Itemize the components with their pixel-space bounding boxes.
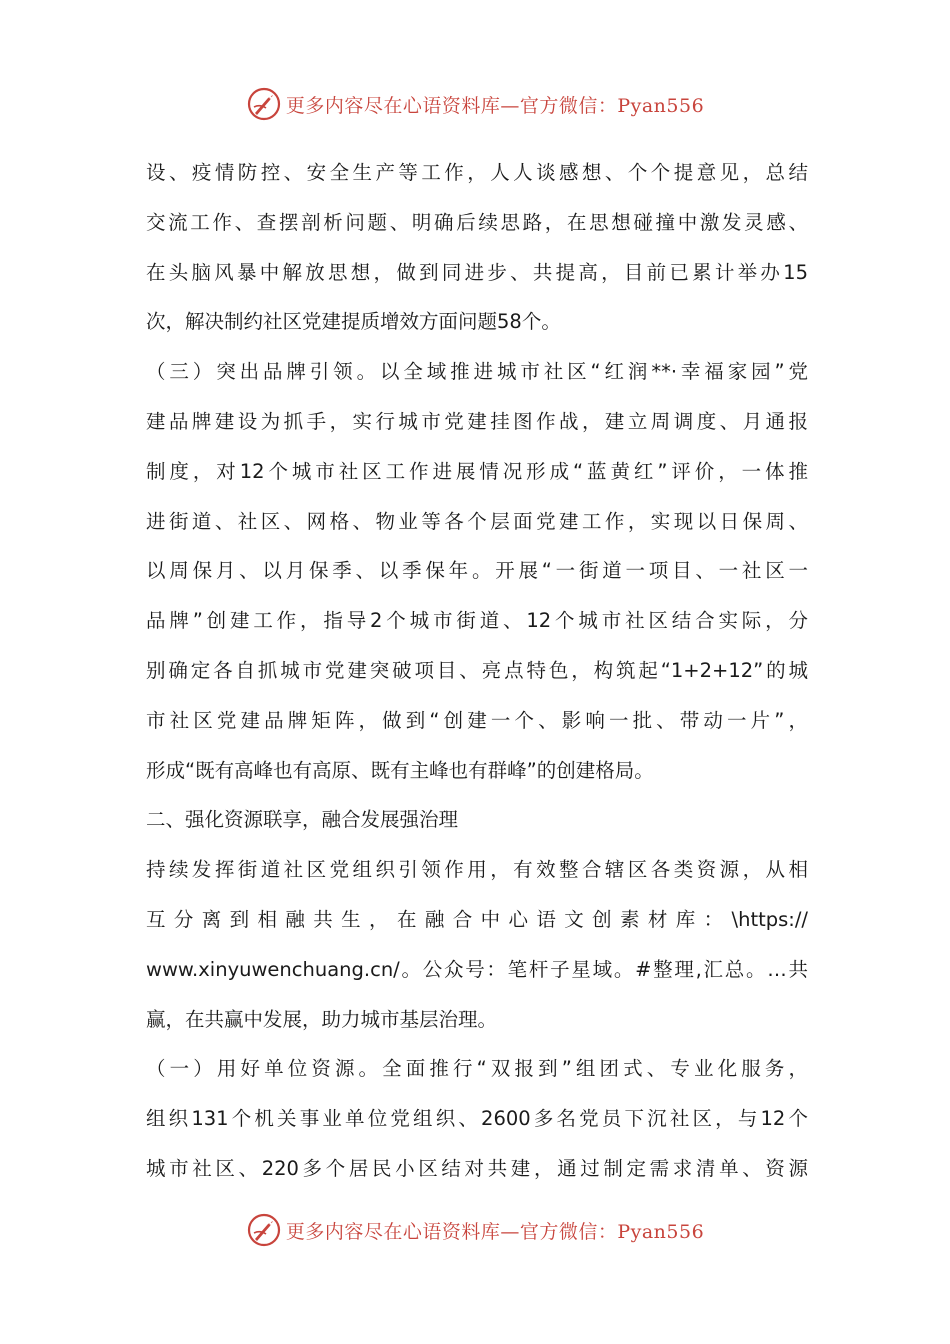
body-line-18: 赢，在共赢中发展，助力城市基层治理。 <box>146 1007 498 1031</box>
body-line-19: （一）用好单位资源。全面推行“双报到”组团式、专业化服务， <box>146 1057 808 1081</box>
section-heading: 二、强化资源联享，融合发展强治理 <box>146 808 459 832</box>
body-line-15: 持续发挥街道社区党组织引领作用，有效整合辖区各类资源，从相 <box>146 858 808 882</box>
body-line-9: 以周保月、以月保季、以季保年。开展“一街道一项目、一社区一 <box>146 559 808 583</box>
pen-nib-logo-icon <box>246 1212 282 1248</box>
body-line-10: 品牌”创建工作，指导2个城市街道、12个城市社区结合实际，分 <box>146 609 808 633</box>
header-banner <box>0 82 950 126</box>
footer-banner <box>0 1208 950 1252</box>
header-banner-text: 更多内容尽在心语资料库—官方微信：Pyan556 <box>285 94 705 117</box>
body-line-20: 组织131个机关事业单位党组织、2600多名党员下沉社区，与12个 <box>146 1107 808 1131</box>
body-line-7: 制度，对12个城市社区工作进展情况形成“蓝黄红”评价，一体推 <box>146 459 808 483</box>
body-line-21: 城市社区、220多个居民小区结对共建，通过制定需求清单、资源 <box>146 1156 808 1180</box>
body-line-5: （三）突出品牌引领。以全域推进城市社区“红润**·幸福家园”党 <box>146 360 808 384</box>
body-line-16: 互分离到相融共生，在融合中心语文创素材库：\https:// <box>146 907 808 931</box>
body-line-17: www.xinyuwenchuang.cn/。公众号：笔杆子星域。#整理,汇总。…共 <box>146 957 808 981</box>
body-line-12: 市社区党建品牌矩阵，做到“创建一个、影响一批、带动一片”， <box>146 708 808 732</box>
body-line-1: 设、疫情防控、安全生产等工作，人人谈感想、个个提意见，总结 <box>146 161 808 184</box>
pen-nib-logo-icon <box>246 86 282 122</box>
body-line-8: 进街道、社区、网格、物业等各个层面党建工作，实现以日保周、 <box>146 509 808 533</box>
body-line-2: 交流工作、查摆剖析问题、明确后续思路，在思想碰撞中激发灵感、 <box>146 210 808 234</box>
body-line-4: 次，解决制约社区党建提质增效方面问题58个。 <box>146 310 561 334</box>
document-body <box>146 148 808 1194</box>
body-line-13: 形成“既有高峰也有高原、既有主峰也有群峰”的创建格局。 <box>146 758 654 782</box>
footer-banner-text: 更多内容尽在心语资料库—官方微信：Pyan556 <box>285 1220 705 1243</box>
body-line-3: 在头脑风暴中解放思想，做到同进步、共提高，目前已累计举办15 <box>146 260 808 284</box>
body-line-11: 别确定各自抓城市党建突破项目、亮点特色，构筑起“1+2+12”的城 <box>146 658 808 682</box>
body-line-6: 建品牌建设为抓手，实行城市党建挂图作战，建立周调度、月通报 <box>146 409 808 433</box>
